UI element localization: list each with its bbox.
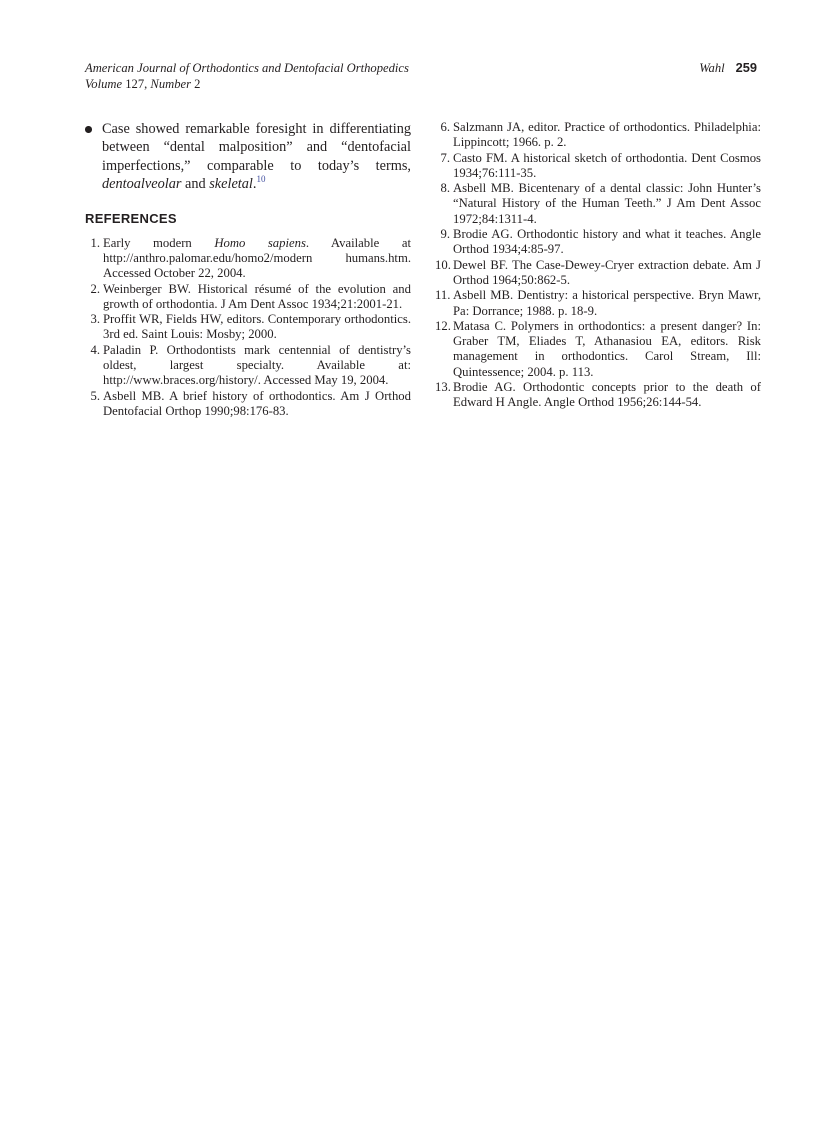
reference-item xyxy=(435,288,761,319)
reference-text: Asbell MB. Bicentenary of a dental classic: John Hunter’s “Natural History of the Human Teeth.” J Am Dent Assoc 1972;84:1311-4. xyxy=(453,181,761,226)
reference-text: Early modern Homo sapiens. Available at http://anthro.palomar.edu/homo2/modern humans.htm. Accessed October 22, 2004. xyxy=(103,235,411,281)
reference-number: 7. xyxy=(440,150,450,165)
journal-name: American Journal of Orthodontics and Dentofacial Orthopedics xyxy=(85,61,409,75)
reference-item xyxy=(435,380,761,411)
italic-text: dentoalveolar xyxy=(102,176,182,193)
reference-text: Asbell MB. Dentistry: a historical perspective. Bryn Mawr, Pa: Dorrance; 1988. p. 18-9. xyxy=(453,288,761,318)
citation-link-10[interactable]: 10 xyxy=(256,174,266,185)
journal-title-block xyxy=(85,60,409,92)
reference-text: Asbell MB. A brief history of orthodontics. Am J Orthod Dentofacial Orthop 1990;98:176-83. xyxy=(103,388,411,418)
page-number: 259 xyxy=(735,60,757,75)
bullet-list-item xyxy=(85,120,411,194)
reference-item xyxy=(435,227,761,258)
reference-list-right xyxy=(435,120,761,411)
reference-item xyxy=(85,282,411,313)
italic-text: Volume xyxy=(85,77,126,91)
running-head xyxy=(85,60,757,92)
reference-item xyxy=(85,236,411,282)
reference-number: 2. xyxy=(90,281,100,296)
reference-number: 13. xyxy=(435,380,451,395)
reference-text: Casto FM. A historical sketch of orthodontia. Dent Cosmos 1934;76:111-35. xyxy=(453,150,761,180)
reference-item xyxy=(435,258,761,289)
bullet-text: Case showed remarkable foresight in differentiating between “dental malposition” and “dentofacial imperfections,” comparable to today’s terms, dentoalveolar and skeletal.$^{10}$ xyxy=(102,121,411,193)
reference-item xyxy=(435,120,761,151)
reference-item xyxy=(85,312,411,343)
reference-number: 11. xyxy=(435,288,451,303)
reference-number: 4. xyxy=(90,342,100,357)
reference-text: Dewel BF. The Case-Dewey-Cryer extraction debate. Am J Orthod 1964;50:862-5. xyxy=(453,257,761,287)
running-author: Wahl xyxy=(699,61,725,75)
author-page-block xyxy=(699,60,757,76)
reference-item xyxy=(85,389,411,420)
reference-number: 1. xyxy=(90,235,100,250)
italic-text: skeletal xyxy=(209,176,253,193)
reference-item xyxy=(85,343,411,389)
reference-number: 5. xyxy=(90,388,100,403)
italic-text: Number xyxy=(150,77,195,91)
reference-number: 3. xyxy=(90,312,100,327)
left-column xyxy=(85,120,411,419)
right-column xyxy=(435,120,761,419)
reference-text: Paladin P. Orthodontists mark centennial of dentistry’s oldest, largest specialty. Available at: http://www.braces.org/history/. Accessed May 19, 2004. xyxy=(103,342,411,388)
issue-info: Volume 127, Number 2 xyxy=(85,77,201,91)
reference-text: Salzmann JA, editor. Practice of orthodontics. Philadelphia: Lippincott; 1966. p. 2. xyxy=(453,120,761,150)
reference-number: 8. xyxy=(440,181,450,196)
reference-text: Weinberger BW. Historical résumé of the evolution and growth of orthodontia. J Am Dent Assoc 1934;21:2001-21. xyxy=(103,281,411,311)
reference-text: Proffit WR, Fields HW, editors. Contemporary orthodontics. 3rd ed. Saint Louis: Mosby; 2000. xyxy=(103,312,411,342)
reference-text: Matasa C. Polymers in orthodontics: a present danger? In: Graber TM, Eliades T, Athanasiou EA, editors. Risk management in orthodontics. Carol Stream, Ill: Quintessence; 2004. p. 113. xyxy=(453,318,761,379)
reference-item xyxy=(435,151,761,182)
reference-text: Brodie AG. Orthodontic history and what it teaches. Angle Orthod 1934;4:85-97. xyxy=(453,227,761,257)
reference-number: 12. xyxy=(435,318,451,333)
reference-number: 9. xyxy=(440,227,450,242)
reference-number: 10. xyxy=(435,257,451,272)
bullet-icon xyxy=(85,120,102,194)
references-heading: REFERENCES xyxy=(85,210,177,226)
reference-text: Brodie AG. Orthodontic concepts prior to the death of Edward H Angle. Angle Orthod 1956;26:144-54. xyxy=(453,380,761,410)
reference-list-left xyxy=(85,236,411,420)
two-column-layout xyxy=(85,120,761,419)
italic-text: Homo sapiens xyxy=(214,235,306,250)
reference-item xyxy=(435,319,761,380)
reference-number: 6. xyxy=(440,120,450,134)
reference-item xyxy=(435,181,761,227)
